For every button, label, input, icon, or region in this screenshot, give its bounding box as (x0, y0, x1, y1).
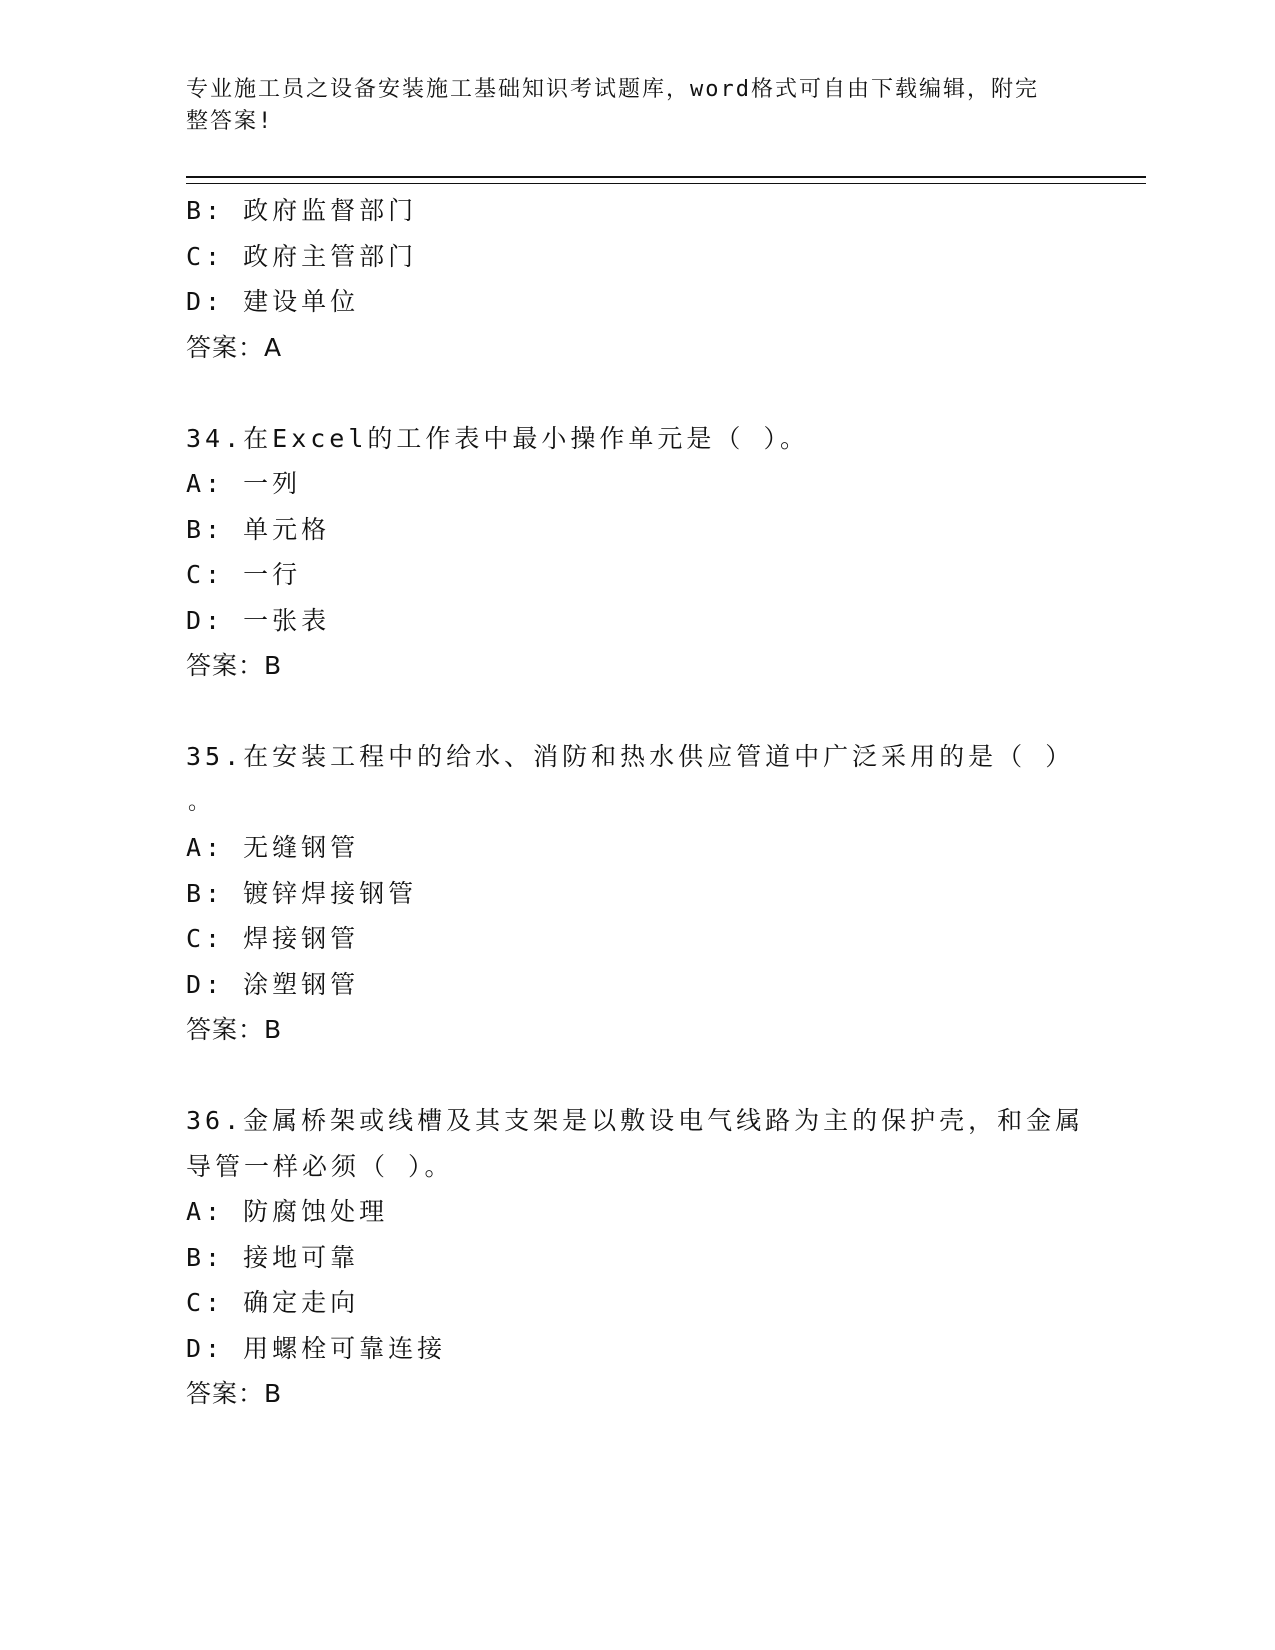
option-text: 一张表 (243, 605, 331, 635)
option-d (186, 279, 1086, 325)
spacer (186, 370, 1086, 416)
option-label: A: (186, 833, 225, 862)
question-text: 在安装工程中的给水、消防和热水供应管道中广泛采用的是（ ） (243, 742, 1075, 771)
question-stem-continuation: 。 (188, 789, 215, 815)
question-stem-continuation: 导管一样必须（ ）。 (186, 1151, 454, 1181)
header-title-line-1: 专业施工员之设备安装施工基础知识考试题库，word格式可自由下载编辑，附完 (186, 77, 1039, 102)
answer-label: 答案： (186, 1015, 265, 1044)
answer-line (186, 1371, 1086, 1417)
answer-line (186, 1007, 1086, 1053)
option-c (186, 1280, 1086, 1326)
option-label: D: (186, 1333, 225, 1363)
question-33-tail (186, 188, 1086, 370)
option-b (186, 188, 1086, 234)
question-34 (186, 416, 1086, 689)
option-text: 接地可靠 (243, 1242, 360, 1272)
option-label: B: (186, 1242, 225, 1272)
option-text: 政府监督部门 (243, 196, 418, 225)
answer-line (186, 643, 1086, 689)
question-stem (186, 734, 1086, 780)
answer-label: 答案： (186, 332, 265, 362)
option-label: D: (186, 287, 225, 316)
option-text: 涂塑钢管 (243, 969, 360, 999)
option-a (186, 825, 1086, 871)
question-stem (186, 1098, 1086, 1144)
option-label: C: (186, 1288, 225, 1317)
answer-value: B (264, 1379, 283, 1408)
answer-value: B (264, 651, 283, 680)
header-divider (186, 176, 1146, 184)
question-number: 36. (186, 1106, 244, 1135)
question-36 (186, 1098, 1086, 1417)
option-b (186, 871, 1086, 917)
option-b (186, 507, 1086, 553)
option-text: 一行 (243, 560, 302, 589)
option-d (186, 1326, 1086, 1372)
option-label: A: (186, 1197, 225, 1226)
option-text: 一列 (243, 469, 302, 498)
option-d (186, 598, 1086, 644)
answer-label: 答案： (186, 651, 265, 680)
option-text: 镀锌焊接钢管 (243, 878, 418, 908)
answer-value: A (264, 332, 283, 362)
question-number: 35. (186, 742, 244, 771)
question-text: 金属桥架或线槽及其支架是以敷设电气线路为主的保护壳，和金属 (243, 1106, 1085, 1135)
option-c (186, 552, 1086, 598)
option-text: 无缝钢管 (243, 833, 360, 862)
option-label: C: (186, 924, 225, 953)
option-label: A: (186, 469, 225, 498)
question-35 (186, 734, 1086, 1053)
option-text: 确定走向 (243, 1288, 360, 1317)
question-number: 34. (186, 423, 244, 453)
option-d (186, 962, 1086, 1008)
answer-value: B (264, 1015, 283, 1044)
option-text: 用螺栓可靠连接 (243, 1333, 447, 1363)
option-a (186, 461, 1086, 507)
spacer (186, 1053, 1086, 1099)
question-stem (186, 416, 1086, 462)
question-text: 在Excel的工作表中最小操作单元是（ ）。 (243, 423, 809, 453)
option-c (186, 234, 1086, 280)
answer-line (186, 325, 1086, 371)
option-text: 防腐蚀处理 (243, 1197, 389, 1226)
option-text: 单元格 (243, 514, 331, 544)
option-label: B: (186, 196, 225, 225)
answer-label: 答案： (186, 1379, 265, 1408)
option-text: 建设单位 (243, 287, 360, 316)
option-label: C: (186, 241, 225, 271)
option-text: 焊接钢管 (243, 924, 360, 953)
option-label: C: (186, 560, 225, 589)
option-label: B: (186, 514, 225, 544)
document-header (186, 74, 1066, 138)
option-b (186, 1235, 1086, 1281)
document-body (186, 188, 1086, 1417)
header-title-line-2: 整答案! (186, 109, 274, 134)
spacer (186, 689, 1086, 735)
option-a (186, 1189, 1086, 1235)
option-c (186, 916, 1086, 962)
option-label: B: (186, 878, 225, 908)
option-text: 政府主管部门 (243, 241, 418, 271)
option-label: D: (186, 969, 225, 999)
option-label: D: (186, 605, 225, 635)
